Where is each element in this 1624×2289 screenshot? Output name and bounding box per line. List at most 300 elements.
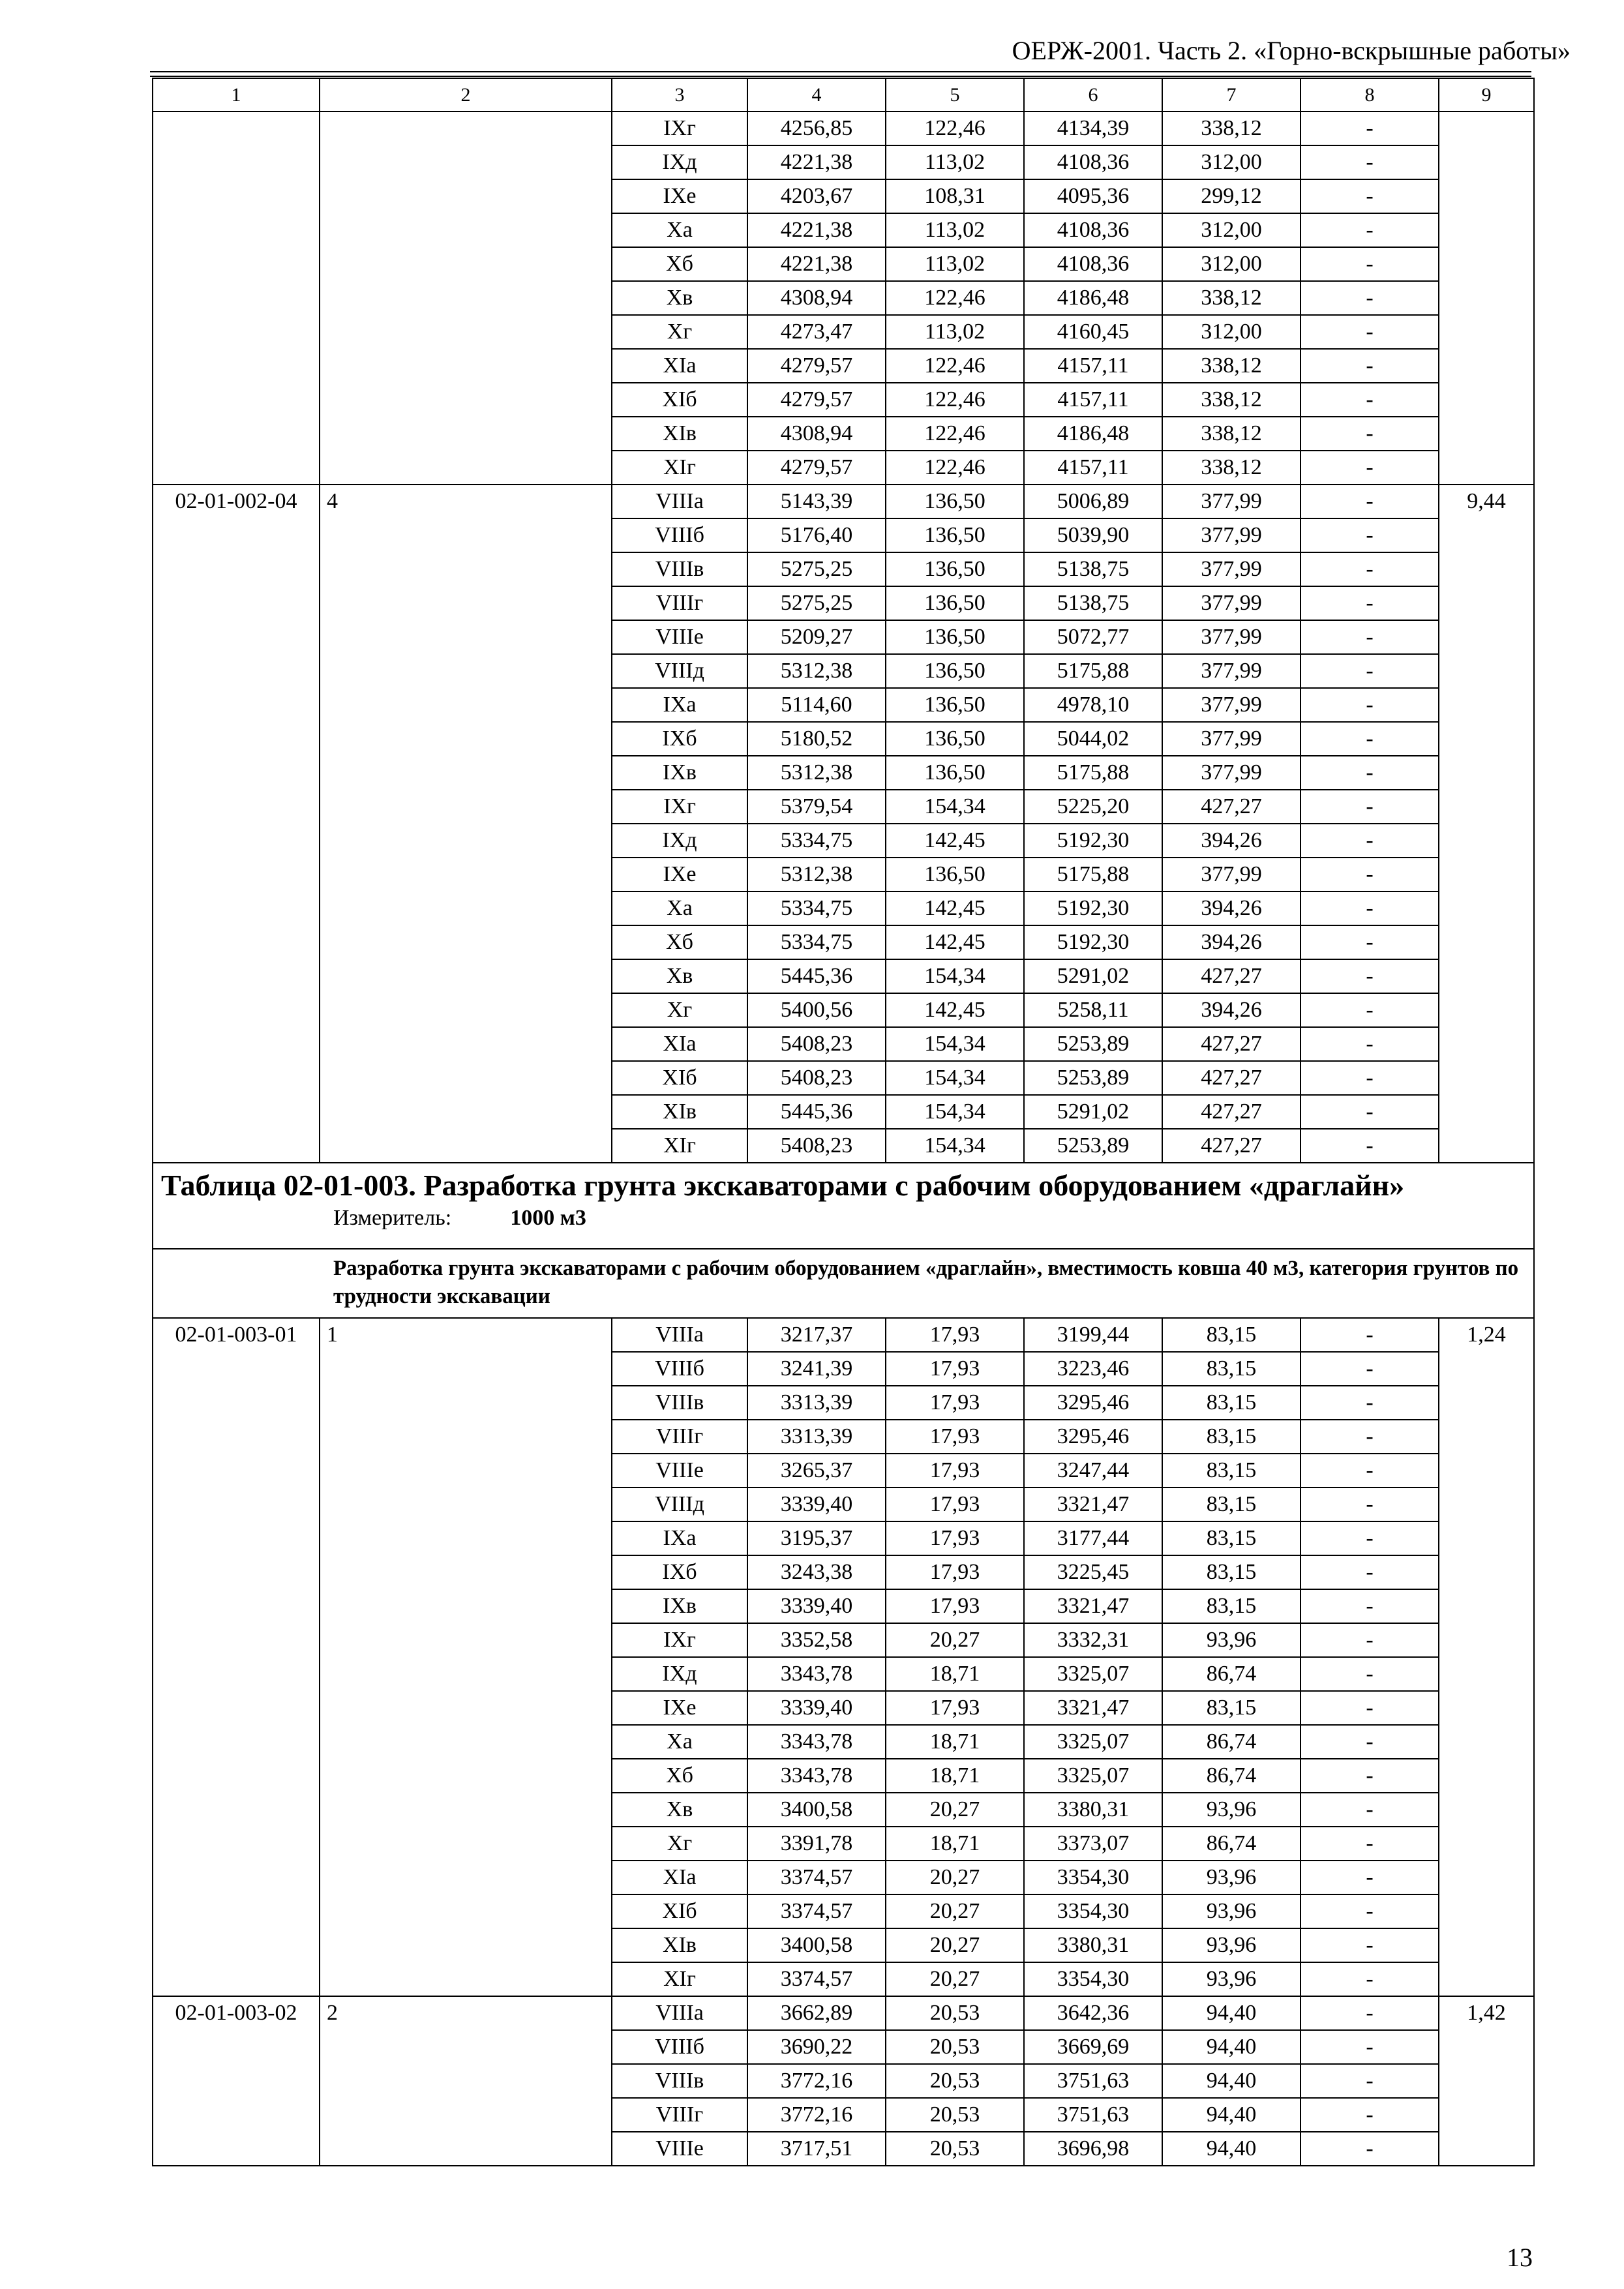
materials-cell: - bbox=[1301, 417, 1439, 451]
materials-cell: - bbox=[1301, 1691, 1439, 1725]
total-cost-cell: 5209,27 bbox=[747, 620, 886, 654]
wages-cell: 122,46 bbox=[886, 281, 1024, 315]
machines-cell: 4108,36 bbox=[1024, 213, 1162, 247]
category-cell: VIIIб bbox=[612, 518, 747, 552]
materials-cell: - bbox=[1301, 145, 1439, 179]
materials-cell: - bbox=[1301, 1420, 1439, 1454]
category-cell: IXб bbox=[612, 722, 747, 756]
category-cell: VIIIд bbox=[612, 1488, 747, 1521]
machinists-wages-cell: 377,99 bbox=[1162, 586, 1301, 620]
total-cost-cell: 5176,40 bbox=[747, 518, 886, 552]
machinists-wages-cell: 377,99 bbox=[1162, 518, 1301, 552]
machinists-wages-cell: 312,00 bbox=[1162, 247, 1301, 281]
wages-cell: 136,50 bbox=[886, 722, 1024, 756]
machinists-wages-cell: 394,26 bbox=[1162, 993, 1301, 1027]
materials-cell: - bbox=[1301, 959, 1439, 993]
machines-cell: 4134,39 bbox=[1024, 112, 1162, 145]
machinists-wages-cell: 338,12 bbox=[1162, 417, 1301, 451]
section-title-row bbox=[153, 1163, 1534, 1249]
total-cost-cell: 3400,58 bbox=[747, 1928, 886, 1962]
machines-cell: 4157,11 bbox=[1024, 451, 1162, 485]
materials-cell: - bbox=[1301, 1454, 1439, 1488]
category-cell: Xг bbox=[612, 993, 747, 1027]
machines-cell: 5175,88 bbox=[1024, 654, 1162, 688]
wages-cell: 142,45 bbox=[886, 993, 1024, 1027]
machinists-wages-cell: 377,99 bbox=[1162, 552, 1301, 586]
materials-cell: - bbox=[1301, 620, 1439, 654]
machines-cell: 5072,77 bbox=[1024, 620, 1162, 654]
materials-cell: - bbox=[1301, 1589, 1439, 1623]
machinists-wages-cell: 83,15 bbox=[1162, 1318, 1301, 1352]
machines-cell: 4108,36 bbox=[1024, 247, 1162, 281]
total-cost-cell: 4256,85 bbox=[747, 112, 886, 145]
machines-cell: 3373,07 bbox=[1024, 1827, 1162, 1861]
materials-cell: - bbox=[1301, 1928, 1439, 1962]
rate-number-cell: 4 bbox=[320, 485, 612, 1163]
machines-cell: 5138,75 bbox=[1024, 552, 1162, 586]
machinists-wages-cell: 427,27 bbox=[1162, 1129, 1301, 1163]
indicator-cell bbox=[1439, 112, 1534, 485]
machines-cell: 3295,46 bbox=[1024, 1386, 1162, 1420]
table-row bbox=[153, 112, 1534, 145]
machines-cell: 3321,47 bbox=[1024, 1589, 1162, 1623]
machinists-wages-cell: 86,74 bbox=[1162, 1657, 1301, 1691]
total-cost-cell: 4221,38 bbox=[747, 213, 886, 247]
machines-cell: 4160,45 bbox=[1024, 315, 1162, 349]
total-cost-cell: 3243,38 bbox=[747, 1555, 886, 1589]
machines-cell: 3669,69 bbox=[1024, 2030, 1162, 2064]
wages-cell: 122,46 bbox=[886, 451, 1024, 485]
wages-cell: 142,45 bbox=[886, 824, 1024, 858]
category-cell: IXг bbox=[612, 1623, 747, 1657]
machines-cell: 3325,07 bbox=[1024, 1759, 1162, 1793]
machinists-wages-cell: 338,12 bbox=[1162, 383, 1301, 417]
total-cost-cell: 4273,47 bbox=[747, 315, 886, 349]
materials-cell: - bbox=[1301, 213, 1439, 247]
machines-cell: 5175,88 bbox=[1024, 756, 1162, 790]
total-cost-cell: 3772,16 bbox=[747, 2098, 886, 2132]
wages-cell: 122,46 bbox=[886, 417, 1024, 451]
wages-cell: 136,50 bbox=[886, 485, 1024, 518]
machines-cell: 4978,10 bbox=[1024, 688, 1162, 722]
materials-cell: - bbox=[1301, 1759, 1439, 1793]
unit-value: 1000 м3 bbox=[510, 1205, 586, 1230]
category-cell: VIIIг bbox=[612, 2098, 747, 2132]
machines-cell: 3247,44 bbox=[1024, 1454, 1162, 1488]
materials-cell: - bbox=[1301, 1027, 1439, 1061]
materials-cell: - bbox=[1301, 179, 1439, 213]
wages-cell: 20,53 bbox=[886, 2132, 1024, 2166]
total-cost-cell: 3343,78 bbox=[747, 1657, 886, 1691]
machines-cell: 4157,11 bbox=[1024, 383, 1162, 417]
materials-cell: - bbox=[1301, 349, 1439, 383]
wages-cell: 136,50 bbox=[886, 756, 1024, 790]
materials-cell: - bbox=[1301, 1793, 1439, 1827]
wages-cell: 154,34 bbox=[886, 1027, 1024, 1061]
machinists-wages-cell: 94,40 bbox=[1162, 2098, 1301, 2132]
wages-cell: 136,50 bbox=[886, 552, 1024, 586]
section-description-row bbox=[153, 1249, 1534, 1318]
machinists-wages-cell: 377,99 bbox=[1162, 688, 1301, 722]
category-cell: XIа bbox=[612, 1027, 747, 1061]
machines-cell: 3380,31 bbox=[1024, 1928, 1162, 1962]
category-cell: XIб bbox=[612, 1061, 747, 1095]
category-cell: Xб bbox=[612, 925, 747, 959]
category-cell: IXв bbox=[612, 1589, 747, 1623]
materials-cell: - bbox=[1301, 858, 1439, 891]
materials-cell: - bbox=[1301, 2064, 1439, 2098]
materials-cell: - bbox=[1301, 1488, 1439, 1521]
materials-cell: - bbox=[1301, 688, 1439, 722]
indicator-cell: 1,24 bbox=[1439, 1318, 1534, 1996]
wages-cell: 17,93 bbox=[886, 1454, 1024, 1488]
wages-cell: 142,45 bbox=[886, 891, 1024, 925]
wages-cell: 18,71 bbox=[886, 1725, 1024, 1759]
machines-cell: 4157,11 bbox=[1024, 349, 1162, 383]
category-cell: VIIIе bbox=[612, 620, 747, 654]
category-cell: Xв bbox=[612, 959, 747, 993]
rate-code-cell: 02-01-003-01 bbox=[153, 1318, 320, 1996]
category-cell: XIг bbox=[612, 1129, 747, 1163]
materials-cell: - bbox=[1301, 315, 1439, 349]
category-cell: IXе bbox=[612, 858, 747, 891]
materials-cell: - bbox=[1301, 1061, 1439, 1095]
category-cell: VIIIе bbox=[612, 2132, 747, 2166]
column-number-cell: 7 bbox=[1162, 78, 1301, 112]
category-cell: IXд bbox=[612, 824, 747, 858]
total-cost-cell: 3241,39 bbox=[747, 1352, 886, 1386]
machinists-wages-cell: 377,99 bbox=[1162, 722, 1301, 756]
wages-cell: 18,71 bbox=[886, 1759, 1024, 1793]
column-number-cell: 5 bbox=[886, 78, 1024, 112]
category-cell: VIIIа bbox=[612, 1996, 747, 2030]
materials-cell: - bbox=[1301, 1894, 1439, 1928]
machinists-wages-cell: 338,12 bbox=[1162, 451, 1301, 485]
rate-number-cell: 1 bbox=[320, 1318, 612, 1996]
total-cost-cell: 4221,38 bbox=[747, 247, 886, 281]
materials-cell: - bbox=[1301, 1996, 1439, 2030]
wages-cell: 122,46 bbox=[886, 112, 1024, 145]
materials-cell: - bbox=[1301, 1555, 1439, 1589]
total-cost-cell: 3352,58 bbox=[747, 1623, 886, 1657]
total-cost-cell: 3339,40 bbox=[747, 1488, 886, 1521]
materials-cell: - bbox=[1301, 485, 1439, 518]
category-cell: XIа bbox=[612, 349, 747, 383]
materials-cell: - bbox=[1301, 925, 1439, 959]
materials-cell: - bbox=[1301, 1318, 1439, 1352]
machines-cell: 3325,07 bbox=[1024, 1725, 1162, 1759]
wages-cell: 154,34 bbox=[886, 1061, 1024, 1095]
total-cost-cell: 5334,75 bbox=[747, 925, 886, 959]
machines-cell: 3380,31 bbox=[1024, 1793, 1162, 1827]
category-cell: IXа bbox=[612, 1521, 747, 1555]
category-cell: IXд bbox=[612, 145, 747, 179]
materials-cell: - bbox=[1301, 2030, 1439, 2064]
unit-label: Измеритель: bbox=[333, 1205, 452, 1230]
total-cost-cell: 3400,58 bbox=[747, 1793, 886, 1827]
materials-cell: - bbox=[1301, 247, 1439, 281]
machines-cell: 5006,89 bbox=[1024, 485, 1162, 518]
category-cell: XIб bbox=[612, 1894, 747, 1928]
wages-cell: 17,93 bbox=[886, 1318, 1024, 1352]
indicator-cell: 9,44 bbox=[1439, 485, 1534, 1163]
total-cost-cell: 5312,38 bbox=[747, 858, 886, 891]
wages-cell: 136,50 bbox=[886, 654, 1024, 688]
total-cost-cell: 5408,23 bbox=[747, 1027, 886, 1061]
unit-line bbox=[161, 1207, 1533, 1229]
wages-cell: 20,53 bbox=[886, 2030, 1024, 2064]
rate-code-cell: 02-01-003-02 bbox=[153, 1996, 320, 2166]
category-cell: XIа bbox=[612, 1861, 747, 1894]
machinists-wages-cell: 93,96 bbox=[1162, 1793, 1301, 1827]
machinists-wages-cell: 394,26 bbox=[1162, 891, 1301, 925]
machines-cell: 3321,47 bbox=[1024, 1691, 1162, 1725]
machines-cell: 5044,02 bbox=[1024, 722, 1162, 756]
category-cell: IXе bbox=[612, 179, 747, 213]
column-number-cell: 2 bbox=[320, 78, 612, 112]
category-cell: XIг bbox=[612, 1962, 747, 1996]
wages-cell: 154,34 bbox=[886, 790, 1024, 824]
category-cell: IXб bbox=[612, 1555, 747, 1589]
wages-cell: 20,27 bbox=[886, 1623, 1024, 1657]
category-cell: IXе bbox=[612, 1691, 747, 1725]
column-number-cell: 3 bbox=[612, 78, 747, 112]
machines-cell: 4095,36 bbox=[1024, 179, 1162, 213]
total-cost-cell: 5180,52 bbox=[747, 722, 886, 756]
materials-cell: - bbox=[1301, 1623, 1439, 1657]
machinists-wages-cell: 394,26 bbox=[1162, 824, 1301, 858]
total-cost-cell: 3717,51 bbox=[747, 2132, 886, 2166]
wages-cell: 122,46 bbox=[886, 349, 1024, 383]
total-cost-cell: 3690,22 bbox=[747, 2030, 886, 2064]
total-cost-cell: 3343,78 bbox=[747, 1725, 886, 1759]
column-number-cell: 4 bbox=[747, 78, 886, 112]
machines-cell: 3642,36 bbox=[1024, 1996, 1162, 2030]
category-cell: VIIIв bbox=[612, 552, 747, 586]
wages-cell: 17,93 bbox=[886, 1386, 1024, 1420]
machines-cell: 3354,30 bbox=[1024, 1962, 1162, 1996]
total-cost-cell: 5275,25 bbox=[747, 552, 886, 586]
total-cost-cell: 4221,38 bbox=[747, 145, 886, 179]
machines-cell: 3354,30 bbox=[1024, 1894, 1162, 1928]
section-description: Разработка грунта экскаваторами с рабочим оборудованием «драглайн», вместимость ковша 40 м3, категория грунтов по трудности экскавации bbox=[153, 1249, 1534, 1318]
machinists-wages-cell: 83,15 bbox=[1162, 1454, 1301, 1488]
category-cell: Xг bbox=[612, 1827, 747, 1861]
total-cost-cell: 5408,23 bbox=[747, 1061, 886, 1095]
machines-cell: 3295,46 bbox=[1024, 1420, 1162, 1454]
machinists-wages-cell: 94,40 bbox=[1162, 2064, 1301, 2098]
wages-cell: 17,93 bbox=[886, 1488, 1024, 1521]
category-cell: Xа bbox=[612, 213, 747, 247]
machinists-wages-cell: 83,15 bbox=[1162, 1352, 1301, 1386]
table-row bbox=[153, 1996, 1534, 2030]
page-number: 13 bbox=[1507, 2243, 1533, 2272]
materials-cell: - bbox=[1301, 281, 1439, 315]
materials-cell: - bbox=[1301, 2132, 1439, 2166]
wages-cell: 136,50 bbox=[886, 688, 1024, 722]
machines-cell: 5253,89 bbox=[1024, 1061, 1162, 1095]
category-cell: Xб bbox=[612, 247, 747, 281]
wages-cell: 113,02 bbox=[886, 145, 1024, 179]
category-cell: IXд bbox=[612, 1657, 747, 1691]
wages-cell: 17,93 bbox=[886, 1521, 1024, 1555]
column-number-cell: 9 bbox=[1439, 78, 1534, 112]
machinists-wages-cell: 83,15 bbox=[1162, 1555, 1301, 1589]
total-cost-cell: 3217,37 bbox=[747, 1318, 886, 1352]
machines-cell: 3325,07 bbox=[1024, 1657, 1162, 1691]
section-title: Таблица 02-01-003. Разработка грунта экскаваторами с рабочим оборудованием «драглайн» bbox=[161, 1169, 1405, 1202]
column-number-row bbox=[153, 78, 1534, 112]
total-cost-cell: 3374,57 bbox=[747, 1894, 886, 1928]
wages-cell: 20,27 bbox=[886, 1928, 1024, 1962]
machinists-wages-cell: 83,15 bbox=[1162, 1386, 1301, 1420]
rates-table bbox=[152, 78, 1535, 2166]
machinists-wages-cell: 377,99 bbox=[1162, 756, 1301, 790]
machines-cell: 5039,90 bbox=[1024, 518, 1162, 552]
machines-cell: 5291,02 bbox=[1024, 1095, 1162, 1129]
total-cost-cell: 5445,36 bbox=[747, 1095, 886, 1129]
wages-cell: 154,34 bbox=[886, 959, 1024, 993]
machinists-wages-cell: 86,74 bbox=[1162, 1759, 1301, 1793]
machines-cell: 3332,31 bbox=[1024, 1623, 1162, 1657]
total-cost-cell: 3374,57 bbox=[747, 1962, 886, 1996]
wages-cell: 17,93 bbox=[886, 1352, 1024, 1386]
machinists-wages-cell: 377,99 bbox=[1162, 654, 1301, 688]
category-cell: VIIIб bbox=[612, 2030, 747, 2064]
category-cell: IXг bbox=[612, 790, 747, 824]
machinists-wages-cell: 427,27 bbox=[1162, 790, 1301, 824]
machinists-wages-cell: 93,96 bbox=[1162, 1861, 1301, 1894]
materials-cell: - bbox=[1301, 891, 1439, 925]
machinists-wages-cell: 93,96 bbox=[1162, 1894, 1301, 1928]
machinists-wages-cell: 377,99 bbox=[1162, 858, 1301, 891]
indicator-cell: 1,42 bbox=[1439, 1996, 1534, 2166]
machinists-wages-cell: 338,12 bbox=[1162, 349, 1301, 383]
machinists-wages-cell: 394,26 bbox=[1162, 925, 1301, 959]
total-cost-cell: 5114,60 bbox=[747, 688, 886, 722]
total-cost-cell: 4308,94 bbox=[747, 417, 886, 451]
materials-cell: - bbox=[1301, 824, 1439, 858]
total-cost-cell: 3339,40 bbox=[747, 1589, 886, 1623]
materials-cell: - bbox=[1301, 1962, 1439, 1996]
machinists-wages-cell: 93,96 bbox=[1162, 1928, 1301, 1962]
section-title-cell bbox=[153, 1163, 1534, 1249]
machinists-wages-cell: 377,99 bbox=[1162, 485, 1301, 518]
total-cost-cell: 3343,78 bbox=[747, 1759, 886, 1793]
wages-cell: 20,53 bbox=[886, 1996, 1024, 2030]
column-number-cell: 8 bbox=[1301, 78, 1439, 112]
materials-cell: - bbox=[1301, 1725, 1439, 1759]
wages-cell: 142,45 bbox=[886, 925, 1024, 959]
machinists-wages-cell: 83,15 bbox=[1162, 1488, 1301, 1521]
materials-cell: - bbox=[1301, 1657, 1439, 1691]
total-cost-cell: 3339,40 bbox=[747, 1691, 886, 1725]
wages-cell: 17,93 bbox=[886, 1589, 1024, 1623]
total-cost-cell: 5379,54 bbox=[747, 790, 886, 824]
category-cell: VIIIе bbox=[612, 1454, 747, 1488]
category-cell: Xв bbox=[612, 281, 747, 315]
materials-cell: - bbox=[1301, 756, 1439, 790]
wages-cell: 20,27 bbox=[886, 1962, 1024, 1996]
materials-cell: - bbox=[1301, 112, 1439, 145]
machinists-wages-cell: 427,27 bbox=[1162, 1095, 1301, 1129]
category-cell: IXг bbox=[612, 112, 747, 145]
machinists-wages-cell: 83,15 bbox=[1162, 1589, 1301, 1623]
wages-cell: 154,34 bbox=[886, 1095, 1024, 1129]
machines-cell: 5253,89 bbox=[1024, 1027, 1162, 1061]
total-cost-cell: 4279,57 bbox=[747, 383, 886, 417]
header-rule bbox=[150, 71, 1531, 72]
materials-cell: - bbox=[1301, 451, 1439, 485]
materials-cell: - bbox=[1301, 383, 1439, 417]
wages-cell: 17,93 bbox=[886, 1420, 1024, 1454]
wages-cell: 136,50 bbox=[886, 518, 1024, 552]
machinists-wages-cell: 83,15 bbox=[1162, 1420, 1301, 1454]
column-number-cell: 1 bbox=[153, 78, 320, 112]
wages-cell: 20,53 bbox=[886, 2098, 1024, 2132]
total-cost-cell: 3391,78 bbox=[747, 1827, 886, 1861]
total-cost-cell: 5312,38 bbox=[747, 756, 886, 790]
machinists-wages-cell: 299,12 bbox=[1162, 179, 1301, 213]
machinists-wages-cell: 312,00 bbox=[1162, 315, 1301, 349]
total-cost-cell: 3662,89 bbox=[747, 1996, 886, 2030]
machines-cell: 5138,75 bbox=[1024, 586, 1162, 620]
rate-code-cell bbox=[153, 112, 320, 485]
total-cost-cell: 5408,23 bbox=[747, 1129, 886, 1163]
category-cell: XIв bbox=[612, 1928, 747, 1962]
wages-cell: 136,50 bbox=[886, 620, 1024, 654]
column-number-cell: 6 bbox=[1024, 78, 1162, 112]
machines-cell: 5253,89 bbox=[1024, 1129, 1162, 1163]
category-cell: XIв bbox=[612, 1095, 747, 1129]
category-cell: Xг bbox=[612, 315, 747, 349]
wages-cell: 20,27 bbox=[886, 1793, 1024, 1827]
machines-cell: 5291,02 bbox=[1024, 959, 1162, 993]
total-cost-cell: 3772,16 bbox=[747, 2064, 886, 2098]
category-cell: XIб bbox=[612, 383, 747, 417]
materials-cell: - bbox=[1301, 1521, 1439, 1555]
machines-cell: 5192,30 bbox=[1024, 891, 1162, 925]
machinists-wages-cell: 93,96 bbox=[1162, 1962, 1301, 1996]
machines-cell: 5225,20 bbox=[1024, 790, 1162, 824]
category-cell: VIIIв bbox=[612, 2064, 747, 2098]
category-cell: Xв bbox=[612, 1793, 747, 1827]
materials-cell: - bbox=[1301, 586, 1439, 620]
total-cost-cell: 5400,56 bbox=[747, 993, 886, 1027]
category-cell: VIIIг bbox=[612, 586, 747, 620]
total-cost-cell: 3374,57 bbox=[747, 1861, 886, 1894]
total-cost-cell: 4279,57 bbox=[747, 349, 886, 383]
materials-cell: - bbox=[1301, 790, 1439, 824]
category-cell: IXа bbox=[612, 688, 747, 722]
category-cell: VIIIа bbox=[612, 485, 747, 518]
rate-number-cell: 2 bbox=[320, 1996, 612, 2166]
total-cost-cell: 4279,57 bbox=[747, 451, 886, 485]
machinists-wages-cell: 427,27 bbox=[1162, 959, 1301, 993]
machines-cell: 5192,30 bbox=[1024, 925, 1162, 959]
category-cell: Xб bbox=[612, 1759, 747, 1793]
table-row bbox=[153, 485, 1534, 518]
wages-cell: 136,50 bbox=[886, 586, 1024, 620]
machines-cell: 5258,11 bbox=[1024, 993, 1162, 1027]
wages-cell: 18,71 bbox=[886, 1827, 1024, 1861]
total-cost-cell: 5275,25 bbox=[747, 586, 886, 620]
machinists-wages-cell: 83,15 bbox=[1162, 1521, 1301, 1555]
total-cost-cell: 4203,67 bbox=[747, 179, 886, 213]
wages-cell: 20,27 bbox=[886, 1861, 1024, 1894]
total-cost-cell: 5334,75 bbox=[747, 824, 886, 858]
materials-cell: - bbox=[1301, 722, 1439, 756]
